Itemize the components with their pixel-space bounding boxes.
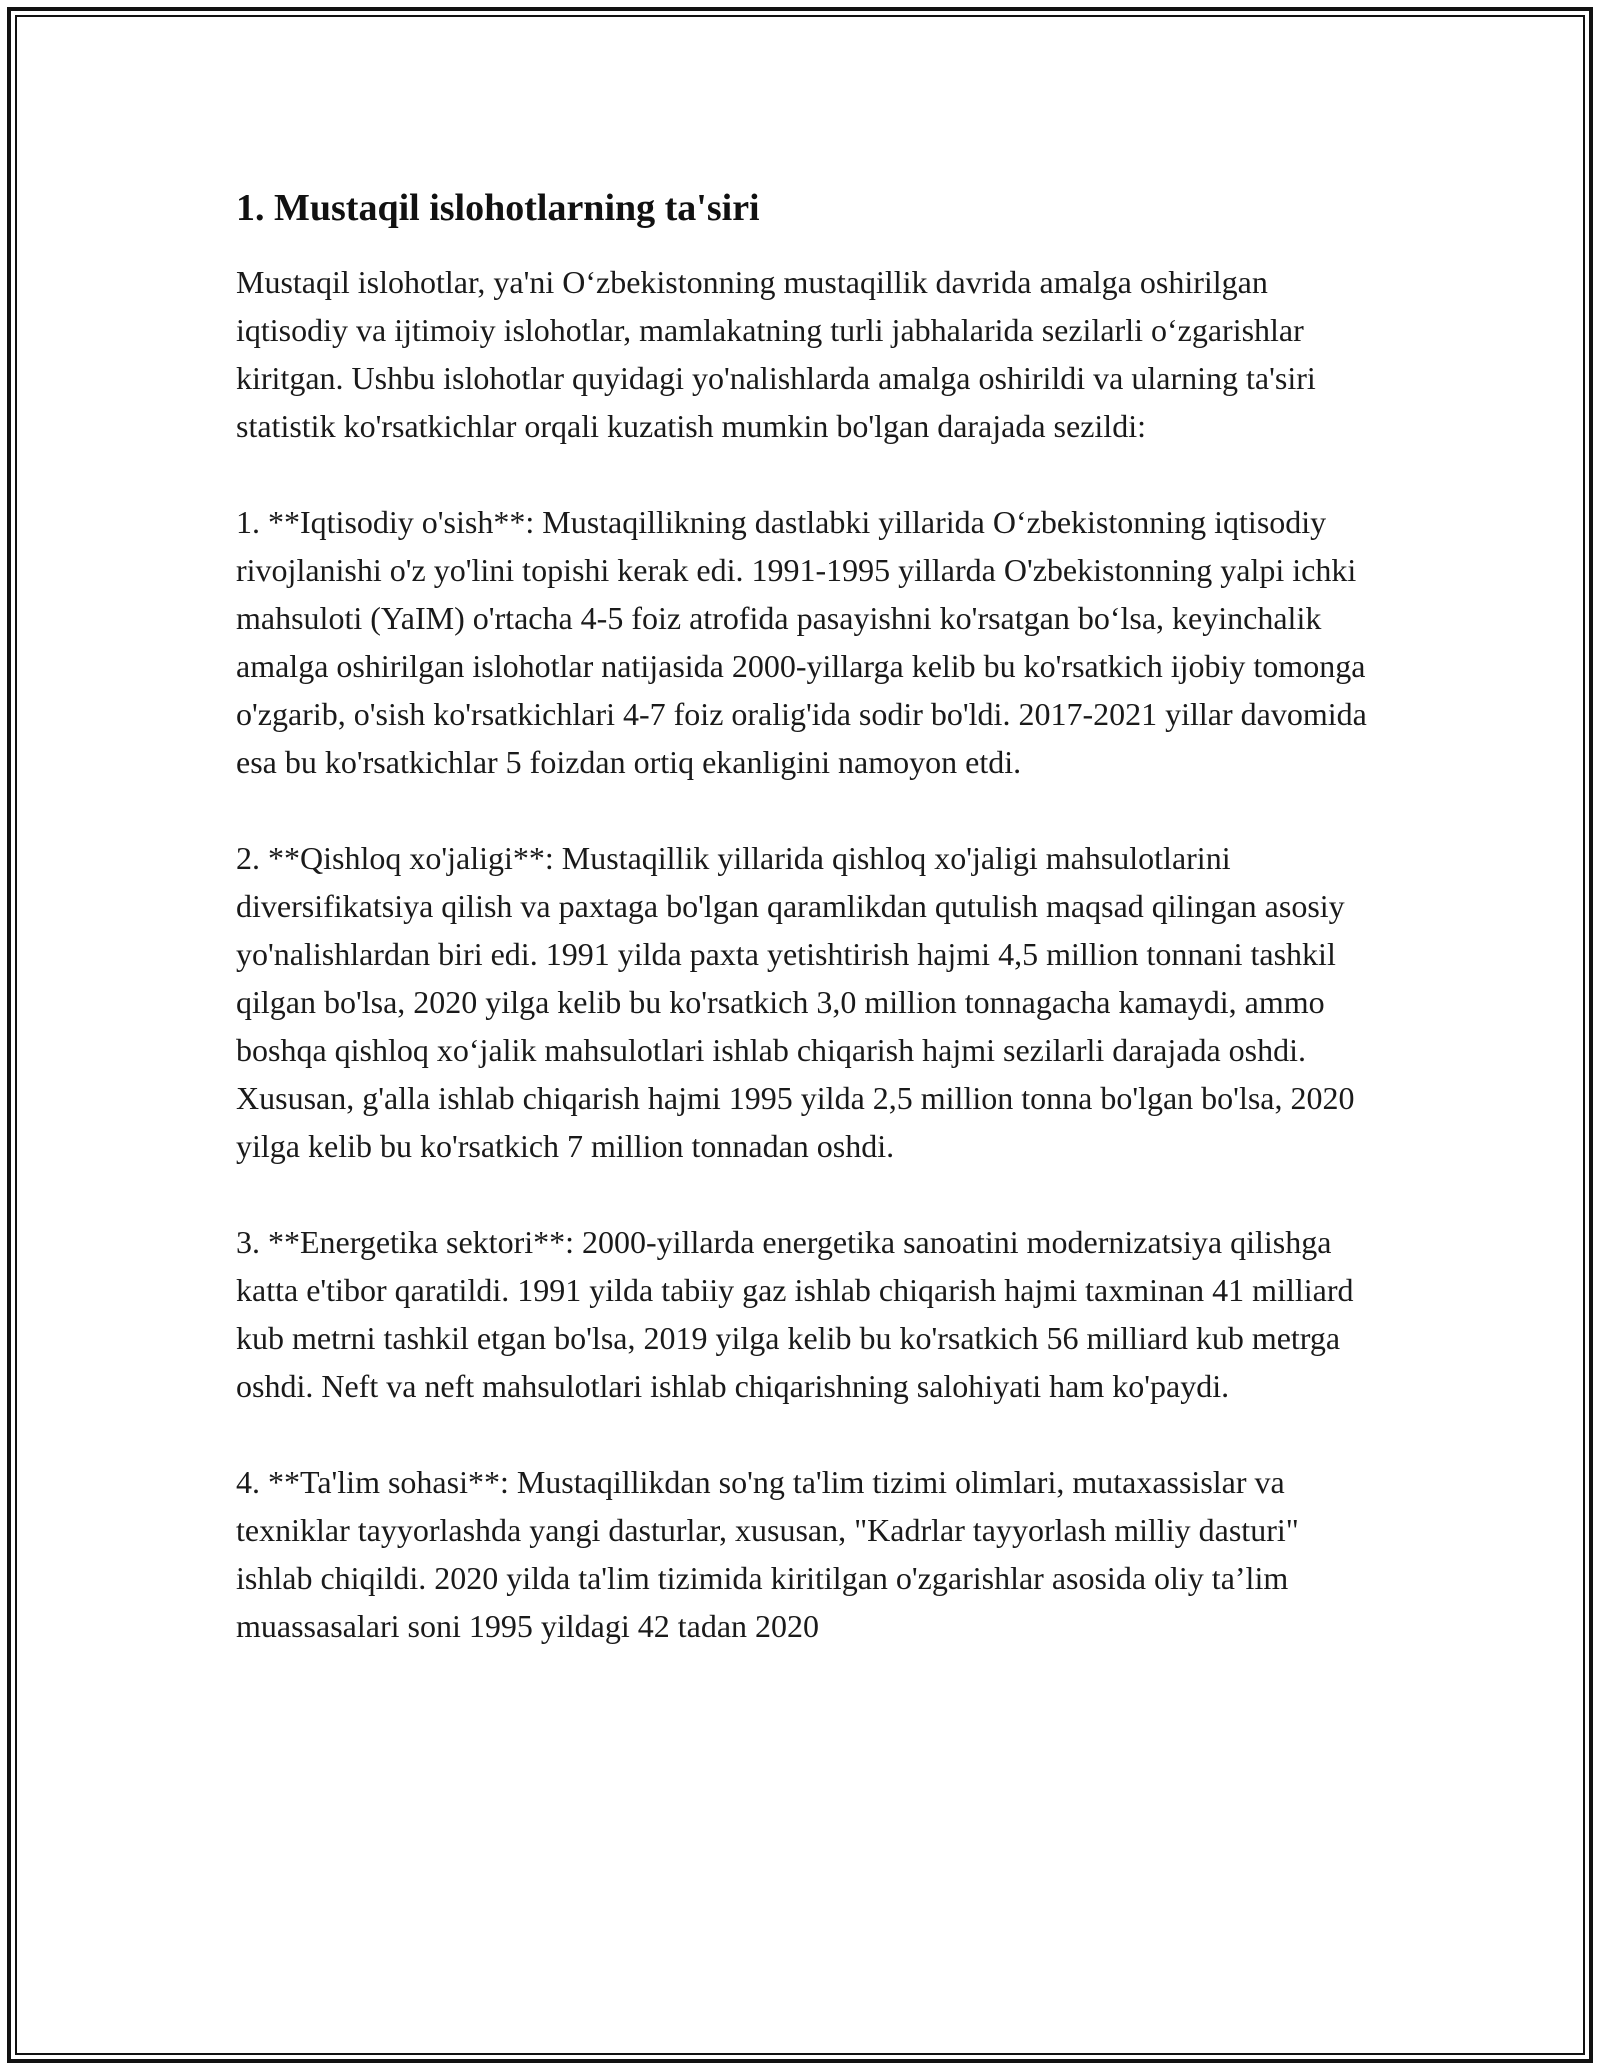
paragraph-economic-growth: 1. **Iqtisodiy o'sish**: Mustaqillikning dastlabki yillarida O‘zbekistonning iqtisodiy rivojlanishi o'z yo'lini topishi kerak edi. 1991-1995 yillarda O'zbekistonning yalpi ichki mahsuloti (YaIM) o'rtacha 4-5 foiz atrofida pasayishni ko'rsatgan bo‘lsa, keyinchalik amalga oshirilgan islohotlar natijasida 2000-yillarga kelib bu ko'rsatkich ijobiy tomonga o'zgarib, o'sish ko'rsatkichlari 4-7 foiz oralig'ida sodir bo'ldi. 2017-2021 yillar davomida esa bu ko'rsatkichlar 5 foizdan ortiq ekanligini namoyon etdi. [236, 504, 1367, 780]
paragraph-energy-sector: 3. **Energetika sektori**: 2000-yillarda energetika sanoatini modernizatsiya qilishga katta e'tibor qaratildi. 1991 yilda tabiiy gaz ishlab chiqarish hajmi taxminan 41 milliard kub metrni tashkil etgan bo'lsa, 2019 yilga kelib bu ko'rsatkich 56 milliard kub metrga oshdi. Neft va neft mahsulotlari ishlab chiqarishning salohiyati ham ko'paydi. [236, 1224, 1354, 1404]
intro-paragraph: Mustaqil islohotlar, ya'ni O‘zbekistonning mustaqillik davrida amalga oshirilgan iqtisodiy va ijtimoiy islohotlar, mamlakatning turli jabhalarida sezilarli o‘zgarishlar kiritgan. Ushbu islohotlar quyidagi yo'nalishlarda amalga oshirildi va ularning ta'siri statistik ko'rsatkichlar orqali kuzatish mumkin bo'lgan darajada sezildi: [236, 264, 1316, 444]
paragraph-education: 4. **Ta'lim sohasi**: Mustaqillikdan so'ng ta'lim tizimi olimlari, mutaxassislar va texniklar tayyorlashda yangi dasturlar, xususan, "Kadrlar tayyorlash milliy dasturi" ishlab chiqildi. 2020 yilda ta'lim tizimida kiritilgan o'zgarishlar asosida oliy ta’lim muassasalari soni 1995 yildagi 42 tadan 2020 [236, 1464, 1299, 1644]
section-heading: 1. Mustaqil islohotlarning ta'siri [236, 187, 760, 229]
paragraph-agriculture: 2. **Qishloq xo'jaligi**: Mustaqillik yillarida qishloq xo'jaligi mahsulotlarini diversifikatsiya qilish va paxtaga bo'lgan qaramlikdan qutulish maqsad qilingan asosiy yo'nalishlardan biri edi. 1991 yilda paxta yetishtirish hajmi 4,5 million tonnani tashkil qilgan bo'lsa, 2020 yilga kelib bu ko'rsatkich 3,0 million tonnagacha kamaydi, ammo boshqa qishloq xo‘jalik mahsulotlari ishlab chiqarish hajmi sezilarli darajada oshdi. Xususan, g'alla ishlab chiqarish hajmi 1995 yilda 2,5 million tonna bo'lgan bo'lsa, 2020 yilga kelib bu ko'rsatkich 7 million tonnadan oshdi. [236, 840, 1355, 1164]
document-body [236, 184, 1376, 1698]
